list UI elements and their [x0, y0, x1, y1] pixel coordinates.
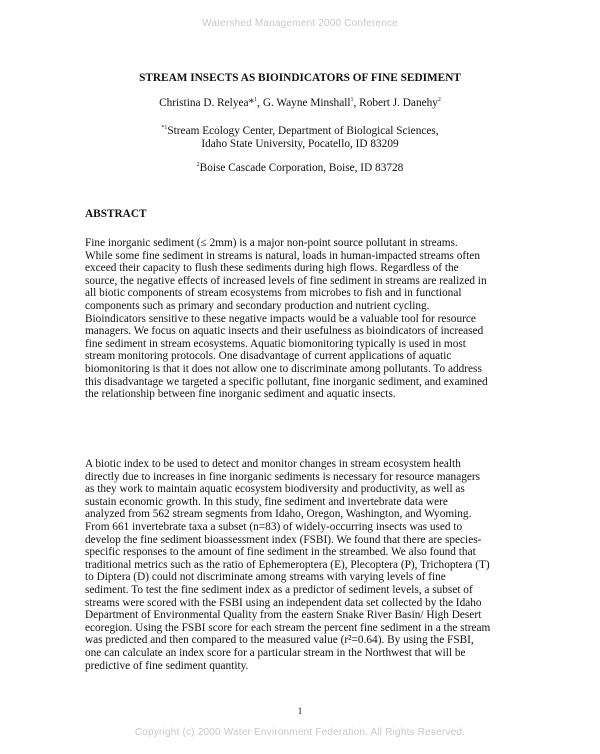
text-line: A biotic index to be used to detect and monitor changes in stream ecosystem health	[85, 458, 461, 470]
author-name: G. Wayne Minshall	[262, 97, 351, 109]
paper-title: STREAM INSECTS AS BIOINDICATORS OF FINE SEDIMENT	[139, 72, 461, 84]
text-line: Bioindicators sensitive to these negative impacts would be a valuable tool for resource	[85, 312, 476, 325]
author-separator: ,	[257, 97, 263, 109]
text-line: components such as primary and secondary production and nutrient cycling.	[85, 299, 430, 312]
author-list	[0, 97, 600, 109]
author-name: Christina D. Relyea*	[159, 97, 255, 109]
author-separator: ,	[353, 97, 360, 109]
conference-header: Watershed Management 2000 Conference	[202, 18, 398, 29]
text-line: From 661 invertebrate taxa a subset (n=83) of widely-occurring insects was used to	[85, 520, 463, 533]
text-line: stream monitoring protocols. One disadvantage of current applications of aquatic	[85, 350, 452, 363]
affiliation-line: Idaho State University, Pocatello, ID 83209	[201, 138, 399, 150]
text-line: one can calculate an index score for a particular stream in the Northwest that will be	[85, 646, 466, 659]
affiliation-2	[0, 162, 600, 174]
author-affiliation-marker: 1	[254, 97, 258, 104]
text-line: develop the fine sediment bioassessment index (FSBI). We found that there are species-	[85, 533, 482, 546]
text-line: sediment. To test the fine sediment index as a predictor of sediment levels, a subset of	[85, 583, 473, 596]
text-line: exceed their capacity to flush these sediments during high flows. Regardless of the	[85, 262, 459, 275]
text-line: managers. We focus on aquatic insects and their usefulness as bioindicators of increased	[85, 325, 484, 338]
author-affiliation-marker: 1	[350, 97, 354, 104]
text-line: sustain economic growth. In this study, fine sediment and invertebrate data were	[85, 495, 448, 508]
text-line: as they work to maintain aquatic ecosystem biodiversity and productivity, as well as	[85, 483, 465, 496]
text-line: Fine inorganic sediment (≤ 2mm) is a major non-point source pollutant in streams.	[85, 237, 458, 249]
text-line: source, the negative effects of increased levels of fine sediment in streams are realized in	[85, 274, 487, 287]
text-line: fine sediment in stream ecosystems. Aquatic biomonitoring typically is used in most	[85, 337, 466, 350]
text-line: all biotic components of stream ecosystems from microbes to fish and in functional	[85, 287, 462, 300]
author-name: Robert J. Danehy	[359, 97, 438, 109]
text-line: the relationship between fine inorganic sediment and aquatic insects.	[85, 388, 396, 401]
text-line: analyzed from 562 stream segments from Idaho, Oregon, Washington, and Wyoming.	[85, 508, 472, 521]
text-line: streams were scored with the FSBI using an independent data set collected by the Idaho	[85, 596, 482, 609]
text-line: to Diptera (D) could not discriminate among streams with varying levels of fine	[85, 571, 446, 584]
text-line: this disadvantage we targeted a specific pollutant, fine inorganic sediment, and examined	[85, 375, 488, 388]
abstract-paragraph-1	[85, 237, 525, 401]
abstract-heading: ABSTRACT	[85, 208, 147, 220]
affiliation-marker: *1	[161, 125, 168, 132]
text-line: ecoregion. Using the FSBI score for each stream the percent fine sediment in a the stream	[85, 621, 491, 634]
text-line: was predicted and then compared to the measured value (r²=0.64). By using the FSBI,	[85, 634, 474, 647]
text-line: specific responses to the amount of fine sediment in the streambed. We also found that	[85, 546, 476, 559]
text-line: While some fine sediment in streams is natural, loads in human-impacted streams often	[85, 249, 480, 262]
text-line: biomonitoring is that it does not allow one to discriminate among pollutants. To address	[85, 362, 482, 375]
text-line: traditional metrics such as the ratio of Ephemeroptera (E), Plecoptera (P), Trichoptera (T)	[85, 558, 490, 571]
text-line: predictive of fine sediment quantity.	[85, 659, 249, 672]
abstract-paragraph-2	[85, 458, 525, 672]
affiliation-line: Stream Ecology Center, Department of Biological Sciences,	[167, 125, 439, 137]
text-line: Department of Environmental Quality from the eastern Snake River Basin/ High Desert	[85, 609, 482, 622]
author-affiliation-marker: 2	[437, 97, 441, 104]
affiliation-line: Boise Cascade Corporation, Boise, ID 83728	[199, 162, 404, 174]
affiliation-1	[0, 125, 600, 151]
text-line: directly due to increases in fine inorganic sediments is necessary for resource managers	[85, 470, 481, 483]
page-number: 1	[297, 706, 303, 716]
copyright-footer: Copyright (c) 2000 Water Environment Federation. All Rights Reserved.	[134, 727, 466, 738]
affiliation-marker: 2	[196, 162, 200, 169]
